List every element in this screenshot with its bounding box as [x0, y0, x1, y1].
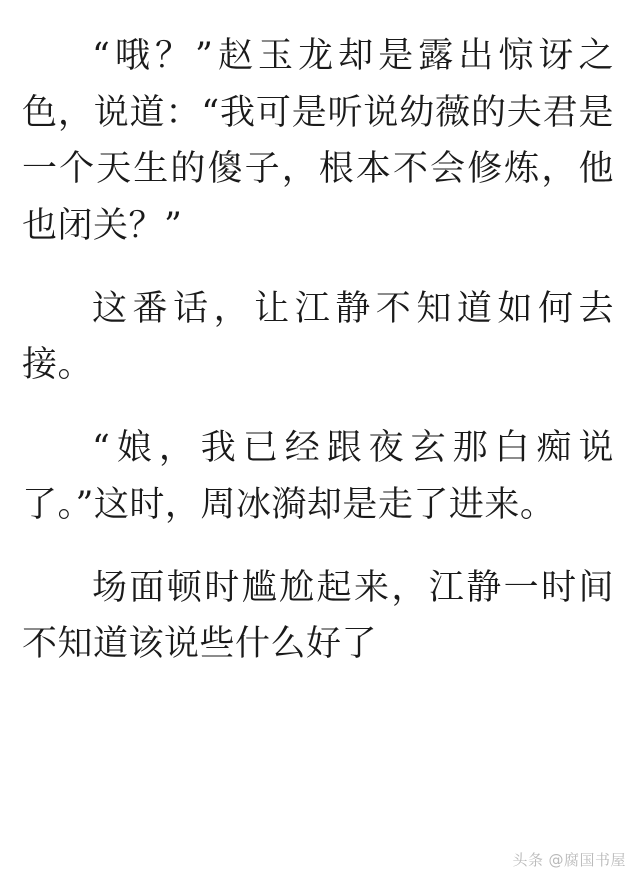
toutiao-logo-icon: 头条: [512, 851, 544, 869]
watermark: [512, 849, 626, 870]
paragraph-2: 这番话，让江静不知道如何去接。: [22, 288, 614, 386]
paragraph-3: “娘，我已经跟夜玄那白痴说了。”这时，周冰漪却是走了进来。: [22, 428, 614, 525]
watermark-account: @腐国书屋: [548, 851, 626, 869]
paragraph-1: “哦？”赵玉龙却是露出惊讶之色，说道：“我可是听说幼薇的夫君是一个天生的傻子，根本不会修炼，他也闭关？”: [22, 36, 614, 247]
paragraph-4: 场面顿时尴尬起来，江静一时间不知道该说些什么好了: [22, 567, 614, 665]
